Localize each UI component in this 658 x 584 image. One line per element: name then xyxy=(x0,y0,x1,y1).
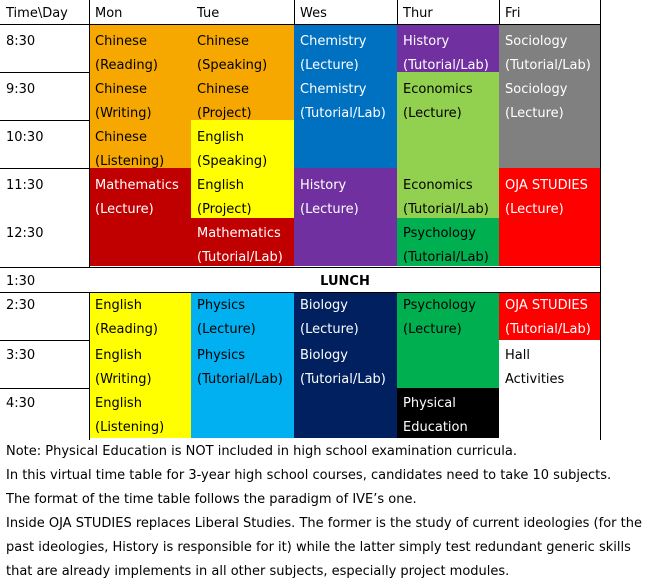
grid-line xyxy=(0,120,89,121)
time-label: 4:30 xyxy=(6,396,36,411)
block-sociology-lecture: Sociology (Lecture) xyxy=(499,72,601,168)
block-chinese-listening: Chinese (Listening) xyxy=(89,120,191,168)
block-biology-lecture: Biology (Lecture) xyxy=(294,292,397,340)
grid-line xyxy=(0,340,89,341)
note-line: Inside OJA STUDIES replaces Liberal Studies. The former is the study of current ideologies (for the xyxy=(6,516,642,531)
block-english-speaking: English (Speaking) xyxy=(191,120,294,168)
time-label: 8:30 xyxy=(6,34,36,49)
grid-line xyxy=(89,292,90,440)
block-physics-lecture: Physics (Lecture) xyxy=(191,292,294,340)
grid-line xyxy=(397,0,398,24)
block-english-project: English (Project) xyxy=(191,168,294,218)
grid-line xyxy=(0,168,89,169)
day-header-tue: Tue xyxy=(197,6,220,21)
grid-line xyxy=(0,388,89,389)
time-label: 12:30 xyxy=(6,226,44,241)
block-english-reading: English (Reading) xyxy=(89,292,191,340)
lunch-label: LUNCH xyxy=(320,274,370,289)
block-chemistry-tutorial: Chemistry (Tutorial/Lab) xyxy=(294,72,397,168)
grid-line xyxy=(294,0,295,24)
block-physics-tutorial: Physics (Tutorial/Lab) xyxy=(191,340,294,438)
block-english-listening: English (Listening) xyxy=(89,388,191,438)
day-header-wed: Wes xyxy=(300,6,327,21)
grid-line xyxy=(499,0,500,24)
block-mathematics-tutorial: Mathematics (Tutorial/Lab) xyxy=(191,218,294,266)
grid-line xyxy=(0,267,601,268)
grid-line xyxy=(600,0,601,440)
notes xyxy=(6,440,656,584)
block-english-writing: English (Writing) xyxy=(89,340,191,388)
day-header-fri: Fri xyxy=(505,6,521,21)
block-chinese-project: Chinese (Project) xyxy=(191,72,294,120)
block-oja-studies-lecture: OJA STUDIES (Lecture) xyxy=(499,168,601,266)
block-hall-activities: Hall Activities xyxy=(505,348,565,387)
block-chinese-writing: Chinese (Writing) xyxy=(89,72,191,120)
block-chinese-reading: Chinese (Reading) xyxy=(89,24,191,72)
note-line: past ideologies, History is responsible for it) while the latter simply test redundant generic skills xyxy=(6,540,631,555)
block-oja-studies-tutorial: OJA STUDIES (Tutorial/Lab) xyxy=(499,292,601,340)
grid-line xyxy=(89,0,90,24)
note-line: The format of the time table follows the paradigm of IVE’s one. xyxy=(6,492,417,507)
time-label: 3:30 xyxy=(6,348,36,363)
time-label: 11:30 xyxy=(6,178,44,193)
grid-line xyxy=(0,24,601,25)
block-chinese-speaking: Chinese (Speaking) xyxy=(191,24,294,72)
note-line: Note: Physical Education is NOT included in high school examination curricula. xyxy=(6,444,517,459)
block-history-lecture: History (Lecture) xyxy=(294,168,397,266)
grid-line xyxy=(89,24,90,268)
block-mathematics-lecture: Mathematics (Lecture) xyxy=(89,168,191,266)
block-physical-education: Physical Education xyxy=(397,388,499,438)
block-biology-tutorial: Biology (Tutorial/Lab) xyxy=(294,340,397,438)
time-label: 1:30 xyxy=(6,274,36,289)
block-economics-tutorial: Economics (Tutorial/Lab) xyxy=(397,168,499,218)
grid-line xyxy=(0,72,89,73)
time-label: 2:30 xyxy=(6,298,36,313)
block-history-tutorial: History (Tutorial/Lab) xyxy=(397,24,499,72)
time-label: 9:30 xyxy=(6,82,36,97)
note-line: In this virtual time table for 3-year high school courses, candidates need to take 10 subjects. xyxy=(6,468,612,483)
header-corner: Time\Day xyxy=(6,6,68,21)
block-economics-lecture: Economics (Lecture) xyxy=(397,72,499,168)
grid-line xyxy=(0,292,601,293)
day-header-thu: Thur xyxy=(403,6,433,21)
block-sociology-tutorial: Sociology (Tutorial/Lab) xyxy=(499,24,601,72)
block-psychology-lecture: Psychology (Lecture) xyxy=(397,292,499,388)
block-psychology-tutorial: Psychology (Tutorial/Lab) xyxy=(397,218,499,266)
time-label: 10:30 xyxy=(6,130,44,145)
day-header-mon: Mon xyxy=(95,6,123,21)
block-chemistry-lecture: Chemistry (Lecture) xyxy=(294,24,397,72)
note-line: that are already implements in all other subjects, especially project modules. xyxy=(6,564,510,579)
